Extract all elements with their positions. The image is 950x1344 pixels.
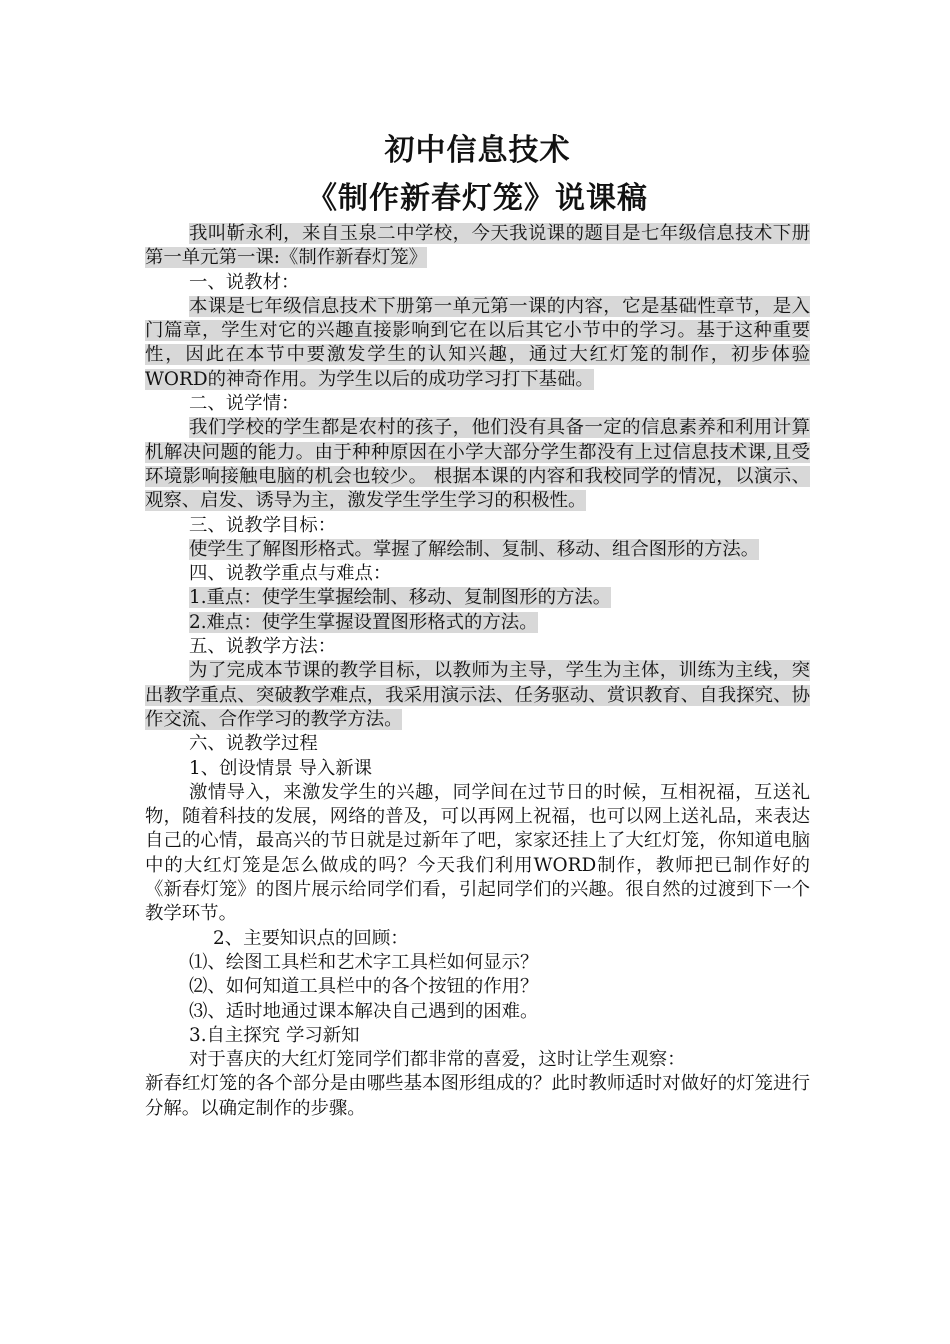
paragraph-text: 三、说教学目标： xyxy=(189,514,337,536)
paragraph-text: 二、说学情： xyxy=(189,393,300,415)
paragraph-explore-continued xyxy=(145,1072,810,1121)
paragraph-text: 2.难点：使学生掌握设置图形格式的方法。 xyxy=(189,611,538,633)
section-heading-keypoints xyxy=(145,562,810,586)
paragraph-text: 新春红灯笼的各个部分是由哪些基本图形组成的？此时教师适时对做好的灯笼进行分解。以确定制作的步骤。 xyxy=(145,1073,810,1119)
section-heading-methods xyxy=(145,635,810,659)
paragraph-text: 五、说教学方法： xyxy=(189,636,337,658)
document-title-line2: 《制作新春灯笼》说课稿 xyxy=(307,181,648,216)
paragraph-text: 本课是七年级信息技术下册第一单元第一课的内容，它是基础性章节，是入门篇章，学生对它的兴趣直接影响到它在以后其它小节中的学习。基于这种重要性，因此在本节中要激发学生的认知兴趣，通过大红灯笼的制作，初步体验WORD的神奇作用。为学生以后的成功学习打下基础。 xyxy=(145,295,810,390)
document-title-line1: 初中信息技术 xyxy=(384,133,571,168)
paragraph-students xyxy=(145,416,810,513)
paragraph-scenario xyxy=(145,781,810,927)
paragraph-text: 为了完成本节课的教学目标，以教师为主导，学生为主体，训练为主线，突出教学重点、突破教学难点，我采用演示法、任务驱动、赏识教育、自我探究、协作交流、合作学习的教学方法。 xyxy=(145,660,810,730)
list-item-review-2 xyxy=(145,975,810,999)
subheading-scenario xyxy=(145,757,810,781)
paragraph-text: 我们学校的学生都是农村的孩子，他们没有具备一定的信息素养和利用计算机解决问题的能力。由于种种原因在小学大部分学生都没有上过信息技术课,且受环境影响接触电脑的机会也较少。 根据本课的内容和我校同学的情况，以演示、观察、启发、诱导为主，激发学生学生学习的积极性。 xyxy=(145,417,810,512)
subheading-explore xyxy=(145,1024,810,1048)
paragraph-text: ⑵、如何知道工具栏中的各个按钮的作用？ xyxy=(189,976,539,998)
paragraph-goals xyxy=(145,538,810,562)
section-heading-students xyxy=(145,392,810,416)
section-heading-textbook xyxy=(145,271,810,295)
document-body xyxy=(145,222,810,1121)
paragraph-explore xyxy=(145,1048,810,1072)
paragraph-text: 激情导入，来激发学生的兴趣，同学间在过节日的时候，互相祝福，互送礼物，随着科技的发展，网络的普及，可以再网上祝福，也可以网上送礼品，来表达自己的心情，最高兴的节日就是过新年了吧，家家还挂上了大红灯笼，你知道电脑中的大红灯笼是怎么做成的吗？今天我们利用WORD制作，教师把已制作好的《新春灯笼》的图片展示给同学们看，引起同学们的兴趣。很自然的过渡到下一个教学环节。 xyxy=(145,781,810,925)
paragraph-text: 1、创设情景 导入新课 xyxy=(189,757,373,779)
section-heading-process xyxy=(145,732,810,756)
paragraph-difficulty xyxy=(145,611,810,635)
paragraph-text: 四、说教学重点与难点： xyxy=(189,563,392,585)
paragraph-text: 2、主要知识点的回顾： xyxy=(213,927,409,949)
list-item-review-1 xyxy=(145,951,810,975)
section-heading-goals xyxy=(145,514,810,538)
list-item-review-3 xyxy=(145,1000,810,1024)
paragraph-text: 3.自主探究 学习新知 xyxy=(189,1024,360,1046)
paragraph-textbook xyxy=(145,295,810,392)
subheading-review xyxy=(145,927,810,951)
paragraph-text: 六、说教学过程 xyxy=(189,733,318,755)
paragraph-text: 对于喜庆的大红灯笼同学们都非常的喜爱，这时让学生观察： xyxy=(189,1049,686,1071)
paragraph-text: 我叫靳永利，来自玉泉二中学校，今天我说课的题目是七年级信息技术下册第一单元第一课:《制作新春灯笼》 xyxy=(145,223,810,269)
paragraph-text: ⑶、适时地通过课本解决自己遇到的困难。 xyxy=(189,1000,539,1022)
paragraph-intro xyxy=(145,222,810,271)
paragraph-text: 使学生了解图形格式。掌握了解绘制、复制、移动、组合图形的方法。 xyxy=(189,538,760,560)
paragraph-methods xyxy=(145,659,810,732)
document-page xyxy=(145,128,810,1121)
paragraph-text: ⑴、绘图工具栏和艺术字工具栏如何显示？ xyxy=(189,951,539,973)
paragraph-text: 一、说教材： xyxy=(189,271,300,293)
paragraph-keypoint xyxy=(145,586,810,610)
paragraph-text: 1.重点：使学生掌握绘制、移动、复制图形的方法。 xyxy=(189,587,612,609)
